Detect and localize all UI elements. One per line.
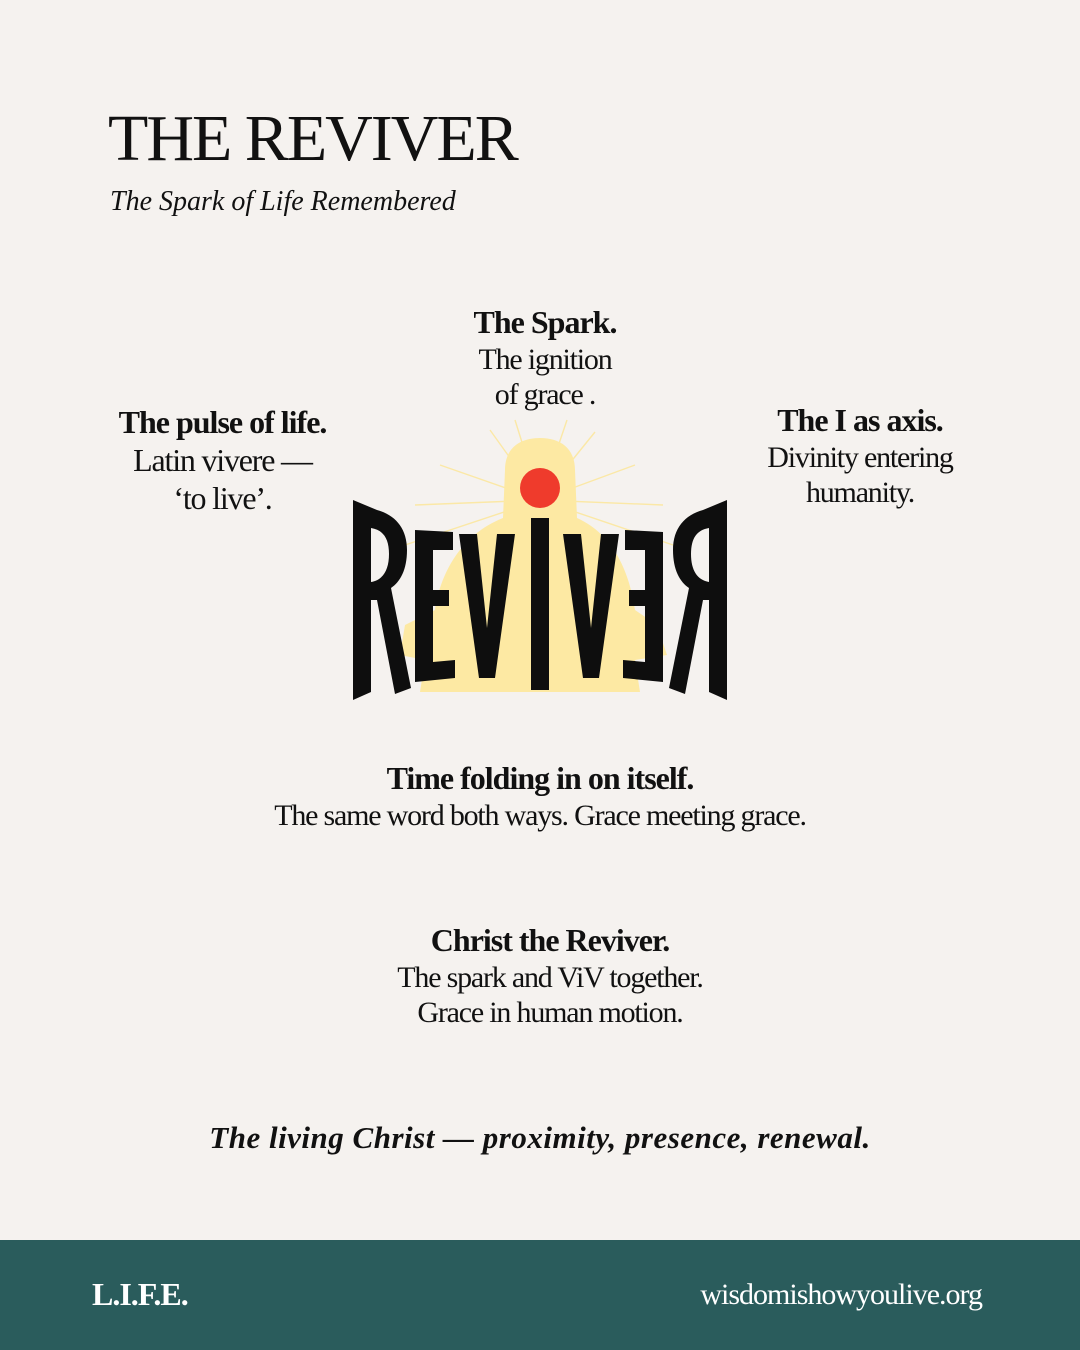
annotation-christ-line2: Grace in human motion.: [417, 996, 683, 1030]
annotation-spark-line2: of grace .: [494, 378, 596, 412]
annotation-time-heading: Time folding in on itself.: [386, 760, 694, 796]
tagline: The living Christ — proximity, presence, renewal.: [209, 1120, 871, 1155]
annotation-pulse-heading: The pulse of life.: [118, 404, 327, 440]
footer-brand: L.I.F.E.: [92, 1276, 188, 1312]
annotation-christ-line1: The spark and ViV together.: [397, 960, 703, 994]
annotation-pulse-line2: ‘to live’.: [173, 479, 272, 516]
annotation-axis-heading: The I as axis.: [777, 402, 943, 438]
annotation-pulse-line1: Latin vivere —: [133, 441, 312, 478]
annotation-christ-heading: Christ the Reviver.: [430, 922, 670, 958]
annotation-pulse: [90, 404, 355, 517]
annotation-christ: [330, 922, 770, 1031]
reviver-emblem: [345, 410, 735, 710]
annotation-time-line1: The same word both ways. Grace meeting grace.: [274, 798, 806, 832]
annotation-axis: [730, 402, 990, 511]
footer-url-link[interactable]: wisdomishowyoulive.org: [700, 1278, 982, 1311]
annotation-axis-line1: Divinity entering: [767, 440, 953, 474]
annotation-spark: [430, 304, 660, 413]
annotation-time: [180, 760, 900, 833]
page-subtitle: The Spark of Life Remembered: [110, 186, 456, 217]
page-title: THE REVIVER: [108, 102, 517, 175]
annotation-spark-heading: The Spark.: [473, 304, 617, 340]
annotation-axis-line2: humanity.: [805, 476, 915, 510]
reviver-wordmark: [353, 500, 727, 700]
spark-dot: [520, 468, 560, 508]
annotation-spark-line1: The ignition: [478, 342, 612, 376]
